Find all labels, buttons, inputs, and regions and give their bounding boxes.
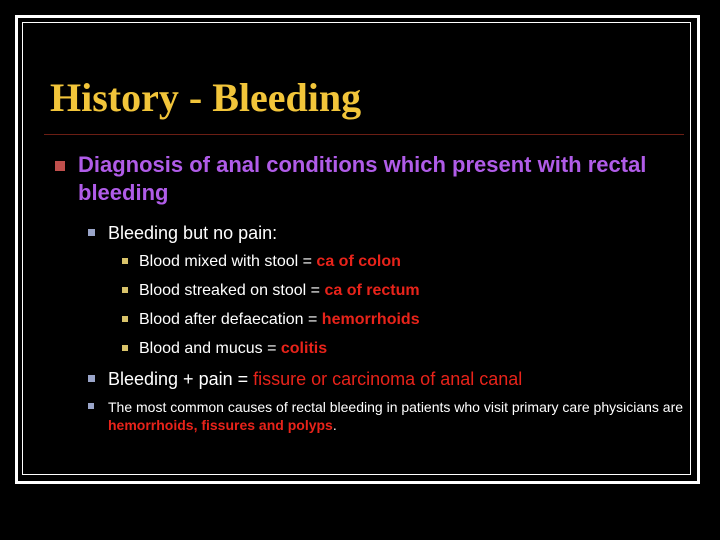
square-bullet-icon bbox=[122, 316, 128, 322]
square-bullet-icon bbox=[88, 375, 95, 382]
list-item bbox=[122, 281, 420, 301]
item-text: Blood and mucus = bbox=[139, 340, 281, 357]
item-text: Blood mixed with stool = bbox=[139, 253, 317, 270]
slide-title: History - Bleeding bbox=[50, 75, 362, 120]
list-item bbox=[122, 339, 327, 359]
item-emphasis: ca of colon bbox=[316, 253, 401, 270]
item-emphasis: colitis bbox=[280, 340, 328, 357]
common-causes-text: The most common causes of rectal bleeding in patients who visit primary care physicians are bbox=[108, 399, 684, 415]
square-bullet-icon bbox=[88, 403, 94, 409]
with-pain-emphasis: fissure or carcinoma of anal canal bbox=[253, 369, 523, 389]
square-bullet-icon bbox=[122, 258, 128, 264]
common-causes-end: . bbox=[332, 417, 337, 433]
square-bullet-icon bbox=[122, 287, 128, 293]
with-pain-text: Bleeding + pain = bbox=[108, 369, 254, 389]
title-divider bbox=[44, 134, 684, 135]
main-bullet-text: Diagnosis of anal conditions which present with rectal bleeding bbox=[78, 152, 647, 205]
common-causes-emphasis: hemorrhoids, fissures and polyps bbox=[108, 417, 333, 433]
square-bullet-icon bbox=[122, 345, 128, 351]
square-bullet-icon bbox=[88, 229, 95, 236]
no-pain-label: Bleeding but no pain: bbox=[108, 223, 278, 243]
item-text: Blood streaked on stool = bbox=[139, 282, 325, 299]
no-pain-bullet bbox=[88, 221, 277, 245]
item-emphasis: hemorrhoids bbox=[321, 311, 420, 328]
square-bullet-icon bbox=[55, 161, 65, 171]
with-pain-bullet bbox=[88, 367, 522, 391]
main-bullet bbox=[50, 151, 660, 207]
common-causes-bullet bbox=[88, 398, 688, 434]
item-emphasis: ca of rectum bbox=[324, 282, 420, 299]
list-item bbox=[122, 252, 401, 272]
item-text: Blood after defaecation = bbox=[139, 311, 322, 328]
list-item bbox=[122, 310, 420, 330]
